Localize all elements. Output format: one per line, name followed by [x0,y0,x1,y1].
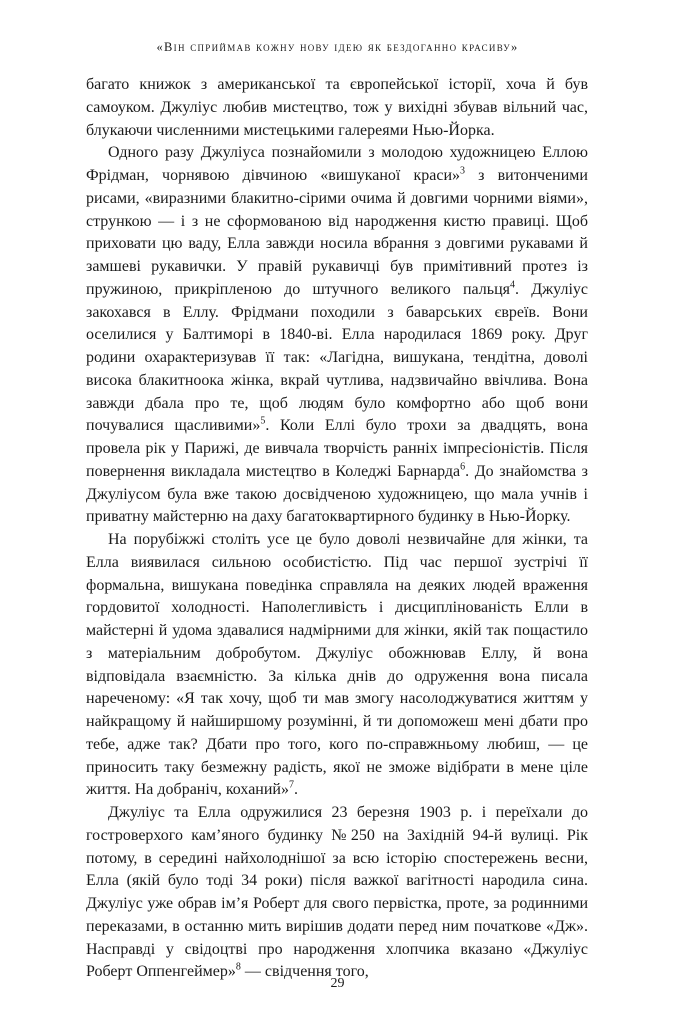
text-run: Одного разу Джуліуса познайомили з молодою художницею Еллою Фрідман, чорнявою дівчиною «вишуканої краси» [86,144,588,184]
paragraph [86,802,588,984]
running-head: «Він сприймав кожну нову ідею як бездоганно красиву» [156,40,519,54]
paragraph [86,74,588,142]
text-run: з витонченими рисами, «виразними блакитно-сірими очима й довгими чорними віями», стрункою — і з не сформованою від народження кистю правиці. Щоб приховати цю ваду, Елла завжди носила вбрання з довгими рукавами й замшеві рукавички. У правій рукавичці був примітивний протез із пружиною, прикріпленою до штучного великого пальця [86,167,588,298]
footnote-marker: 6 [460,461,466,473]
text-run: — свідчення того, [240,963,369,981]
text-run: Джуліус та Елла одружилися 23 березня 1903 р. і переїхали до гостроверхого кам’яного будинку №250 на Західній 94-й вулиці. Рік потому, в середині найхолоднішої за всю історію спостережень весни, Елла (якій було тоді 34 роки) після важкої вагітності народила сина. Джуліус уже обрав ім’я Роберт для свого первістка, проте, за родинними переказами, в останню мить вирішив додати перед ним початкове «Дж». Насправді у свідоцтві про народження хлопчика вказано «Джуліус Роберт Оппенгеймер» [86,804,588,981]
paragraph [86,529,588,802]
text-run: . До знайомства з Джуліусом була вже такою досвідченою художницею, що мала учнів і приватну майстерню на даху багатоквартирного будинку в Нью-Йорку. [86,462,588,526]
body-text [86,74,588,984]
paragraph [86,142,588,529]
text-run: . Джуліус закохався в Еллу. Фрідмани походили з баварських євреїв. Вони оселилися у Балтиморі в 1840-ві. Елла народилася 1869 року. Друг родини охарактеризував її так: «Лагідна, вишукана, тендітна, доволі висока блакитноока жінка, вкрай чутлива, надзвичайно ввічлива. Вона завжди дбала про те, щоб людям було комфортно або щоб вони почувалися щасливими» [86,280,589,435]
footnote-marker: 4 [510,279,516,291]
text-run: . Коли Еллі було трохи за двадцять, вона провела рік у Парижі, де вивчала творчість ранніх імпресіоністів. Після повернення викладала мистецтво в Коледжі Барнарда [86,417,588,480]
footnote-marker: 7 [288,779,294,791]
page-number: 29 [330,976,345,991]
text-run: багато книжок з американської та європейської історії, хоча й був самоуком. Джуліус любив мистецтво, тож у вихідні збував вільний час, блукаючи численними мистецькими галереями Нью-Йорка. [86,76,588,139]
text-run: На порубіжжі століть усе це було доволі незвичайне для жінки, та Елла виявилася сильною особистістю. Під час першої зустрічі її формальна, вишукана поведінка справляла на деяких людей враження гордовитої холодності. Наполегливість і дисциплінованість Елли в майстерні й удома здавалися надмірними для жінки, якій так пощастило з матеріальним добробутом. Джуліус обожнював Еллу, й вона відповідала взаємністю. За кілька днів до одруження вона писала нареченому: «Я так хочу, щоб ти мав змогу насолоджуватися життям у найкращому й найширшому розумінні, й ти допоможеш мені дбати про тебе, адже так? Дбати про того, кого по-справжньому любиш, — це приносить таку безмежну радість, якої не зможе відібрати в мене ціле життя. На добраніч, коханий» [86,531,588,799]
footnote-marker: 3 [460,165,466,177]
footnote-marker: 8 [235,961,241,973]
footnote-marker: 5 [260,415,266,427]
text-run: . [293,781,298,799]
